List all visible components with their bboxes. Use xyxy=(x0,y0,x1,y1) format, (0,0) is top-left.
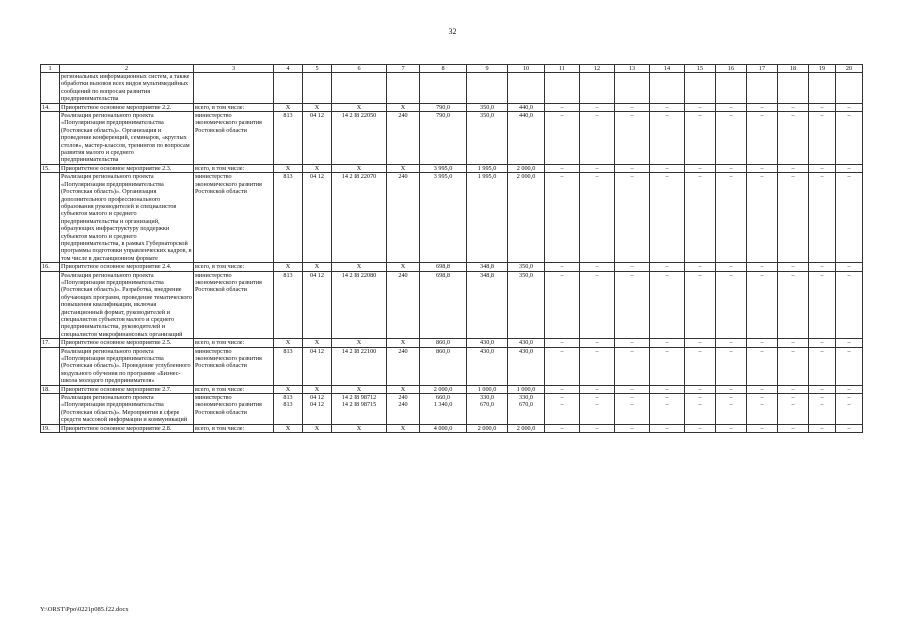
value-cell-c4: 813 xyxy=(274,173,303,263)
value-cell-c10: 2 000,0 xyxy=(508,424,545,432)
dash-cell: – xyxy=(836,385,863,393)
dash-cell: – xyxy=(836,339,863,347)
dash-cell: – xyxy=(685,424,716,432)
value-cell-c4: 813 813 xyxy=(274,394,303,425)
activity-name-cell: Реализация регионального проекта «Популяризация предпринимательства (Ростовская область)». Разработка, внедрение обучающих программ, проведение тематического повышения квалификации, включая дистанционный формат, руководителей и специалистов субъектов малого и среднего предпринимательства, руководителей и специалистов микрофинансовых организаций xyxy=(61,271,192,338)
row-number-cell xyxy=(41,271,60,339)
value-cell-c7: 240 xyxy=(387,271,420,339)
dash-cell: – xyxy=(778,347,809,385)
dash-cell: – xyxy=(747,339,778,347)
empty-cell xyxy=(615,73,650,104)
page-number: 32 xyxy=(448,27,457,36)
value-cell-c4: 813 xyxy=(274,271,303,339)
dash-cell: – – xyxy=(778,394,809,425)
header-cell: 8 xyxy=(420,65,467,73)
dash-cell: – xyxy=(580,263,615,271)
executor-cell: всего, в том числе: xyxy=(194,164,274,172)
value-cell-c6: X xyxy=(332,385,387,393)
executor-cell: всего, в том числе: xyxy=(194,103,274,111)
value-cell-c8: 3 995,0 xyxy=(420,173,467,263)
dash-cell: – xyxy=(545,347,580,385)
value-cell-c9: 350,0 xyxy=(467,103,508,111)
header-cell: 5 xyxy=(303,65,332,73)
dash-cell: – xyxy=(685,112,716,165)
value-cell-c6: 14 2 I8 22070 xyxy=(332,173,387,263)
value-cell-c8: 698,8 xyxy=(420,271,467,339)
value-cell-c8: 860,0 xyxy=(420,347,467,385)
dash-cell: – xyxy=(716,271,747,339)
dash-cell: – xyxy=(747,385,778,393)
value-cell-c10: 350,0 xyxy=(508,263,545,271)
header-cell: 15 xyxy=(685,65,716,73)
value-cell-c10: 330,0 670,0 xyxy=(508,394,545,425)
dash-cell: – xyxy=(685,173,716,263)
dash-cell: – xyxy=(778,271,809,339)
value-cell-c10: 430,0 xyxy=(508,347,545,385)
header-cell: 7 xyxy=(387,65,420,73)
value-cell-c5: X xyxy=(303,339,332,347)
empty-cell xyxy=(836,73,863,104)
dash-cell: – xyxy=(580,103,615,111)
value-cell-c9: 1 000,0 xyxy=(467,385,508,393)
header-cell: 16 xyxy=(716,65,747,73)
dash-cell: – xyxy=(747,263,778,271)
dash-cell: – – xyxy=(836,394,863,425)
table-row xyxy=(41,112,863,165)
empty-cell xyxy=(387,73,420,104)
dash-cell: – xyxy=(650,173,685,263)
activity-name-cell: Приоритетное основное мероприятие 2.4. xyxy=(60,263,194,271)
empty-cell xyxy=(650,73,685,104)
dash-cell: – xyxy=(580,271,615,339)
value-cell-c9: 430,0 xyxy=(467,347,508,385)
dash-cell: – xyxy=(650,164,685,172)
dash-cell: – xyxy=(809,263,836,271)
dash-cell: – xyxy=(685,347,716,385)
dash-cell: – xyxy=(778,103,809,111)
value-cell-c5: 04 12 xyxy=(303,173,332,263)
dash-cell: – xyxy=(809,424,836,432)
row-number-cell: 14. xyxy=(41,103,60,111)
table-row xyxy=(41,394,863,425)
value-cell-c7: 240 xyxy=(387,112,420,165)
dash-cell: – xyxy=(716,347,747,385)
row-number-cell: 16. xyxy=(41,263,60,271)
header-cell: 14 xyxy=(650,65,685,73)
value-cell-c6: X xyxy=(332,164,387,172)
dash-cell: – xyxy=(716,339,747,347)
dash-cell: – xyxy=(836,112,863,165)
executor-cell: всего, в том числе: xyxy=(194,385,274,393)
value-cell-c8: 860,0 xyxy=(420,339,467,347)
row-number-cell xyxy=(41,73,60,104)
dash-cell: – xyxy=(615,112,650,165)
dash-cell: – xyxy=(545,271,580,339)
header-row xyxy=(41,65,863,73)
value-cell-c5: 04 12 xyxy=(303,271,332,339)
dash-cell: – xyxy=(747,112,778,165)
dash-cell: – – xyxy=(615,394,650,425)
dash-cell: – xyxy=(545,339,580,347)
value-cell-c4: X xyxy=(274,339,303,347)
value-cell-c8: 660,0 1 340,0 xyxy=(420,394,467,425)
empty-cell xyxy=(332,73,387,104)
value-cell-c9: 330,0 670,0 xyxy=(467,394,508,425)
dash-cell: – xyxy=(580,424,615,432)
value-cell-c6: X xyxy=(332,103,387,111)
header-cell: 10 xyxy=(508,65,545,73)
budget-table xyxy=(40,64,863,433)
activity-name-cell: Реализация регионального проекта «Популяризация предпринимательства (Ростовская область)». Организация дополнительного профессионального образования руководителей и специалистов субъектов малого и среднего предпринимательства и организаций, образующих инфраструктуру поддержки субъектов малого и среднего предпринимательства, в рамках Губернаторской программы подготовки управленческих кадров, в том числе в дистанционном формате xyxy=(61,173,192,262)
value-cell-c6: 14 2 I8 22100 xyxy=(332,347,387,385)
dash-cell: – xyxy=(716,385,747,393)
executor-cell: всего, в том числе: xyxy=(194,424,274,432)
executor-cell: министерство экономического развития Ростовской области xyxy=(194,271,274,339)
dash-cell: – xyxy=(650,339,685,347)
dash-cell: – xyxy=(545,173,580,263)
value-cell-c5: 04 12 xyxy=(303,347,332,385)
table-row xyxy=(41,173,863,263)
value-cell-c9: 2 000,0 xyxy=(467,424,508,432)
value-cell-c6: X xyxy=(332,263,387,271)
header-cell: 2 xyxy=(60,65,194,73)
header-cell: 3 xyxy=(194,65,274,73)
table-row xyxy=(41,73,863,104)
value-cell-c7: 240 xyxy=(387,173,420,263)
value-cell-c4: X xyxy=(274,164,303,172)
row-number-cell xyxy=(41,173,60,263)
header-cell: 9 xyxy=(467,65,508,73)
value-cell-c9: 1 995,0 xyxy=(467,173,508,263)
dash-cell: – xyxy=(685,164,716,172)
value-cell-c10: 2 000,0 xyxy=(508,164,545,172)
dash-cell: – xyxy=(716,173,747,263)
dash-cell: – xyxy=(650,347,685,385)
activity-name-cell: Реализация регионального проекта «Популяризация предпринимательства (Ростовская область)». Проведение углубленного модульного обучения по программе «Бизнес-школа молодого предпринимателя» xyxy=(60,347,194,385)
empty-cell xyxy=(747,73,778,104)
dash-cell: – xyxy=(615,271,650,339)
header-cell: 11 xyxy=(545,65,580,73)
header-cell: 12 xyxy=(580,65,615,73)
dash-cell: – xyxy=(650,112,685,165)
table-row xyxy=(41,385,863,393)
dash-cell: – xyxy=(545,112,580,165)
header-cell: 17 xyxy=(747,65,778,73)
value-cell-c8: 790,0 xyxy=(420,112,467,165)
dash-cell: – xyxy=(747,424,778,432)
dash-cell: – xyxy=(685,263,716,271)
dash-cell: – xyxy=(778,164,809,172)
dash-cell: – xyxy=(615,424,650,432)
dash-cell: – xyxy=(836,173,863,263)
value-cell-c9: 348,8 xyxy=(467,263,508,271)
value-cell-c8: 4 000,0 xyxy=(420,424,467,432)
table-row xyxy=(41,263,863,271)
header-cell: 19 xyxy=(809,65,836,73)
value-cell-c7: X xyxy=(387,263,420,271)
dash-cell: – xyxy=(809,112,836,165)
value-cell-c7: X xyxy=(387,164,420,172)
dash-cell: – xyxy=(809,164,836,172)
value-cell-c5: 04 12 04 12 xyxy=(303,394,332,425)
activity-name-cell: Приоритетное основное мероприятие 2.8. xyxy=(60,424,194,432)
dash-cell: – xyxy=(778,173,809,263)
value-cell-c4: 813 xyxy=(274,347,303,385)
dash-cell: – xyxy=(716,424,747,432)
dash-cell: – xyxy=(615,263,650,271)
row-number-cell: 19. xyxy=(41,424,60,432)
dash-cell: – xyxy=(809,339,836,347)
dash-cell: – – xyxy=(685,394,716,425)
value-cell-c7: X xyxy=(387,385,420,393)
dash-cell: – xyxy=(580,339,615,347)
dash-cell: – xyxy=(580,347,615,385)
dash-cell: – xyxy=(809,271,836,339)
empty-cell xyxy=(194,73,274,104)
value-cell-c9: 430,0 xyxy=(467,339,508,347)
empty-cell xyxy=(545,73,580,104)
row-number-cell: 15. xyxy=(41,164,60,172)
value-cell-c4: X xyxy=(274,263,303,271)
dash-cell: – xyxy=(650,103,685,111)
header-cell: 4 xyxy=(274,65,303,73)
value-cell-c7: X xyxy=(387,103,420,111)
activity-name-cell: Приоритетное основное мероприятие 2.7. xyxy=(60,385,194,393)
activity-name-cell: Приоритетное основное мероприятие 2.3. xyxy=(60,164,194,172)
dash-cell: – xyxy=(615,103,650,111)
value-cell-c6: 14 2 I8 98712 14 2 I8 98715 xyxy=(332,394,387,425)
dash-cell: – xyxy=(809,173,836,263)
value-cell-c7: X xyxy=(387,424,420,432)
activity-name-cell: Приоритетное основное мероприятие 2.5. xyxy=(60,339,194,347)
dash-cell: – xyxy=(580,385,615,393)
file-path-footer: Y:\ORST\Ppo\0221p085.f22.docx xyxy=(40,606,129,613)
value-cell-c8: 3 995,0 xyxy=(420,164,467,172)
value-cell-c6: X xyxy=(332,339,387,347)
dash-cell: – xyxy=(836,424,863,432)
empty-cell xyxy=(303,73,332,104)
table-row xyxy=(41,271,863,339)
header-cell: 1 xyxy=(41,65,60,73)
value-cell-c5: X xyxy=(303,385,332,393)
row-number-cell xyxy=(41,347,60,385)
empty-cell xyxy=(778,73,809,104)
table-row xyxy=(41,347,863,385)
table-row xyxy=(41,103,863,111)
table-row xyxy=(41,339,863,347)
dash-cell: – xyxy=(545,164,580,172)
dash-cell: – xyxy=(778,424,809,432)
dash-cell: – xyxy=(685,271,716,339)
empty-cell xyxy=(274,73,303,104)
dash-cell: – xyxy=(545,103,580,111)
dash-cell: – xyxy=(545,263,580,271)
dash-cell: – xyxy=(650,424,685,432)
value-cell-c6: 14 2 I8 22050 xyxy=(332,112,387,165)
empty-cell xyxy=(716,73,747,104)
dash-cell: – xyxy=(545,385,580,393)
empty-cell xyxy=(508,73,545,104)
value-cell-c7: 240 xyxy=(387,347,420,385)
dash-cell: – xyxy=(580,112,615,165)
empty-cell xyxy=(685,73,716,104)
dash-cell: – – xyxy=(650,394,685,425)
value-cell-c8: 698,8 xyxy=(420,263,467,271)
activity-name-cell: региональных информационных систем, а также обработки вызовов всех видов мультимедийных сообщений по вопросам развития предпринимательства xyxy=(60,73,194,104)
dash-cell: – xyxy=(716,263,747,271)
dash-cell: – xyxy=(615,339,650,347)
value-cell-c9: 348,8 xyxy=(467,271,508,339)
executor-cell: министерство экономического развития Ростовской области xyxy=(194,112,274,165)
row-number-cell: 17. xyxy=(41,339,60,347)
header-cell: 18 xyxy=(778,65,809,73)
dash-cell: – xyxy=(778,263,809,271)
dash-cell: – xyxy=(716,164,747,172)
value-cell-c10: 1 000,0 xyxy=(508,385,545,393)
dash-cell: – xyxy=(615,173,650,263)
dash-cell: – xyxy=(615,164,650,172)
empty-cell xyxy=(809,73,836,104)
empty-cell xyxy=(467,73,508,104)
value-cell-c4: X xyxy=(274,385,303,393)
row-number-cell xyxy=(41,112,60,165)
executor-cell: министерство экономического развития Ростовской области xyxy=(194,394,274,425)
dash-cell: – xyxy=(809,103,836,111)
value-cell-c10: 2 000,0 xyxy=(508,173,545,263)
value-cell-c7: 240 240 xyxy=(387,394,420,425)
table-row xyxy=(41,424,863,432)
dash-cell: – xyxy=(580,173,615,263)
dash-cell: – xyxy=(747,103,778,111)
dash-cell: – xyxy=(836,164,863,172)
row-number-cell: 18. xyxy=(41,385,60,393)
row-number-cell xyxy=(41,394,60,425)
dash-cell: – – xyxy=(809,394,836,425)
dash-cell: – xyxy=(650,385,685,393)
dash-cell: – xyxy=(836,271,863,339)
dash-cell: – xyxy=(836,103,863,111)
dash-cell: – xyxy=(716,112,747,165)
dash-cell: – xyxy=(836,263,863,271)
value-cell-c7: X xyxy=(387,339,420,347)
activity-name-cell: Реализация регионального проекта «Популяризация предпринимательства (Ростовская область)». Мероприятия в сфере средств массовой информации и коммуникаций xyxy=(60,394,194,425)
dash-cell: – xyxy=(580,164,615,172)
dash-cell: – xyxy=(809,347,836,385)
value-cell-c5: X xyxy=(303,103,332,111)
dash-cell: – xyxy=(747,164,778,172)
dash-cell: – xyxy=(836,347,863,385)
dash-cell: – xyxy=(747,173,778,263)
activity-name-cell: Приоритетное основное мероприятие 2.2. xyxy=(60,103,194,111)
activity-name-cell: Реализация регионального проекта «Популяризация предпринимательства (Ростовская область)». Организация и проведение конференций, семинаров, «круглых столов», мастер-классов, тренингов по вопросам развития малого и среднего предпринимательства xyxy=(60,112,194,165)
executor-cell: министерство экономического развития Ростовской области xyxy=(194,173,274,263)
dash-cell: – – xyxy=(747,394,778,425)
value-cell-c4: 813 xyxy=(274,112,303,165)
value-cell-c9: 1 995,0 xyxy=(467,164,508,172)
header-cell: 6 xyxy=(332,65,387,73)
dash-cell: – – xyxy=(580,394,615,425)
value-cell-c8: 790,0 xyxy=(420,103,467,111)
executor-cell: всего, в том числе: xyxy=(194,339,274,347)
table-row xyxy=(41,164,863,172)
value-cell-c4: X xyxy=(274,103,303,111)
empty-cell xyxy=(580,73,615,104)
value-cell-c6: X xyxy=(332,424,387,432)
value-cell-c10: 430,0 xyxy=(508,339,545,347)
dash-cell: – xyxy=(809,385,836,393)
value-cell-c8: 2 000,0 xyxy=(420,385,467,393)
value-cell-c5: X xyxy=(303,424,332,432)
dash-cell: – xyxy=(615,385,650,393)
value-cell-c6: 14 2 I8 22080 xyxy=(332,271,387,339)
value-cell-c10: 440,0 xyxy=(508,112,545,165)
dash-cell: – xyxy=(650,271,685,339)
value-cell-c10: 350,0 xyxy=(508,271,545,339)
dash-cell: – xyxy=(650,263,685,271)
header-cell: 20 xyxy=(836,65,863,73)
dash-cell: – xyxy=(747,271,778,339)
value-cell-c9: 350,0 xyxy=(467,112,508,165)
dash-cell: – – xyxy=(716,394,747,425)
empty-cell xyxy=(420,73,467,104)
dash-cell: – xyxy=(778,339,809,347)
value-cell-c4: X xyxy=(274,424,303,432)
executor-cell: всего, в том числе: xyxy=(194,263,274,271)
dash-cell: – xyxy=(716,103,747,111)
dash-cell: – – xyxy=(545,394,580,425)
dash-cell: – xyxy=(545,424,580,432)
dash-cell: – xyxy=(685,339,716,347)
dash-cell: – xyxy=(778,385,809,393)
header-cell: 13 xyxy=(615,65,650,73)
value-cell-c5: X xyxy=(303,263,332,271)
dash-cell: – xyxy=(615,347,650,385)
executor-cell: министерство экономического развития Ростовской области xyxy=(194,347,274,385)
dash-cell: – xyxy=(685,385,716,393)
value-cell-c5: X xyxy=(303,164,332,172)
value-cell-c5: 04 12 xyxy=(303,112,332,165)
dash-cell: – xyxy=(778,112,809,165)
dash-cell: – xyxy=(747,347,778,385)
value-cell-c10: 440,0 xyxy=(508,103,545,111)
dash-cell: – xyxy=(685,103,716,111)
